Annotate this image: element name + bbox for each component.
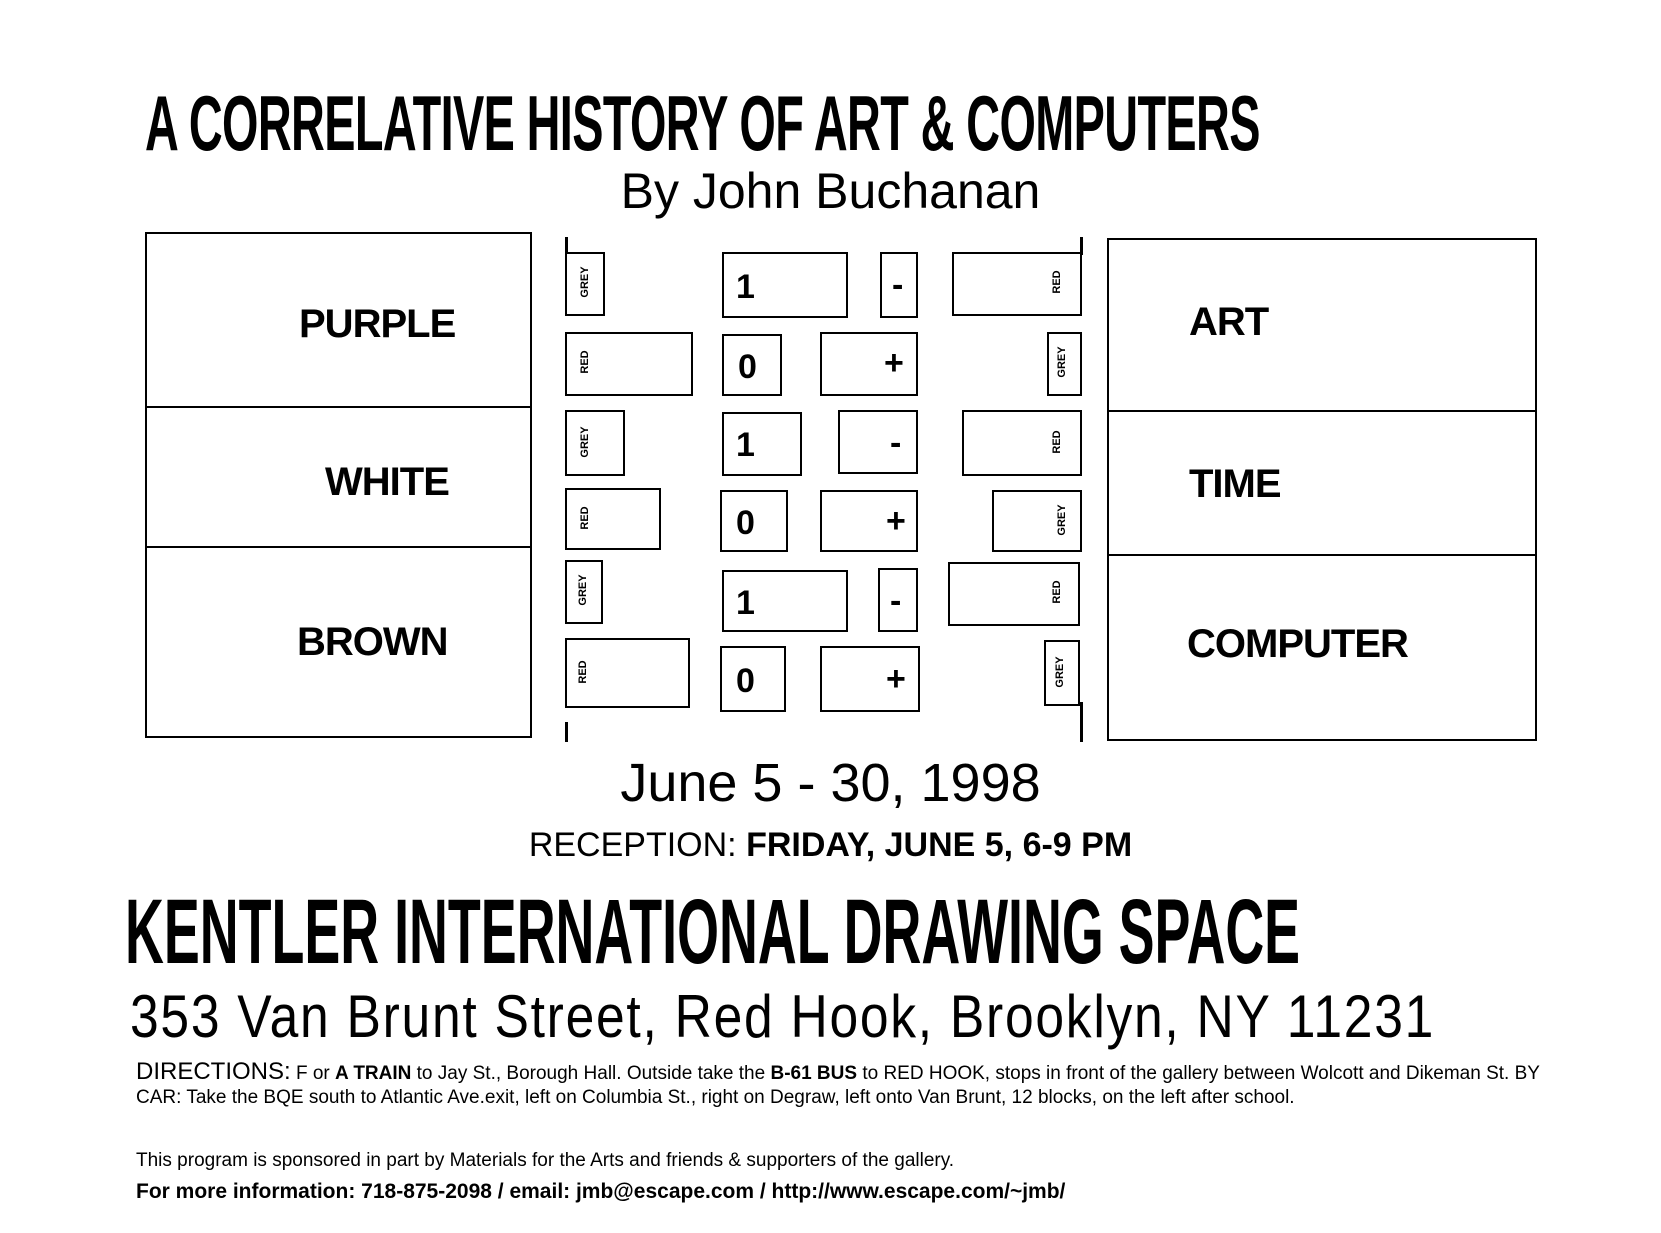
red-tag: RED xyxy=(1051,430,1063,454)
subject-cell-art xyxy=(1109,240,1535,410)
page-title: A CORRELATIVE HISTORY OF ART & COMPUTERS xyxy=(145,79,1260,167)
sign-box: + xyxy=(820,490,918,552)
red-tag: RED xyxy=(579,506,591,530)
subject-word: ART xyxy=(1189,300,1269,344)
contact-info: For more information: 718-875-2098 / email: jmb@escape.com / http://www.escape.com/~jmb/ xyxy=(136,1180,1066,1203)
red-tag: RED xyxy=(1051,580,1063,604)
subject-word: TIME xyxy=(1189,462,1281,506)
exhibition-dates: June 5 - 30, 1998 xyxy=(620,753,1041,813)
digit-box: 0 xyxy=(720,490,788,552)
sign-box: - xyxy=(878,568,918,632)
left-rail xyxy=(565,722,568,742)
color-word: WHITE xyxy=(325,460,449,504)
color-column xyxy=(145,232,532,738)
color-cell-white xyxy=(147,406,530,548)
grey-tab xyxy=(992,490,1082,552)
red-tag: RED xyxy=(579,350,591,374)
color-word: BROWN xyxy=(297,620,448,664)
red-tag: RED xyxy=(577,660,589,684)
digit-box: 0 xyxy=(720,646,786,712)
reception-label: RECEPTION: xyxy=(528,826,737,864)
grey-tab xyxy=(565,410,625,476)
grey-tag: GREY xyxy=(577,574,589,606)
grey-tag: GREY xyxy=(579,426,591,458)
digit-box: 1 xyxy=(722,570,848,632)
subject-word: COMPUTER xyxy=(1187,622,1408,666)
red-tag: RED xyxy=(1051,270,1063,294)
sign-box: + xyxy=(820,646,920,712)
subject-cell-computer xyxy=(1109,554,1535,741)
red-tab xyxy=(962,410,1082,476)
directions: DIRECTIONS: F or A TRAIN to Jay St., Borough Hall. Outside take the B-61 BUS to RED HOOK, stops in front of the gallery between Wolcott and Dikeman St. BY CAR: Take the BQE south to Atlantic Ave.exit, left on Columbia St., right on Degraw, left onto Van Brunt, 12 blocks, on the left after school. xyxy=(136,1058,1540,1108)
grey-tag: GREY xyxy=(579,266,591,298)
reception-line xyxy=(0,826,1661,865)
color-cell-purple xyxy=(147,234,530,406)
digit-box: 1 xyxy=(722,412,802,476)
digit-box: 1 xyxy=(722,252,848,318)
reception-time: FRIDAY, JUNE 5, 6-9 PM xyxy=(746,826,1133,864)
sign-box: - xyxy=(880,252,918,318)
subject-cell-time xyxy=(1109,410,1535,556)
toggle-diagram xyxy=(560,232,1080,742)
right-rail xyxy=(1080,702,1083,742)
grey-tag: GREY xyxy=(1056,346,1068,378)
grey-tag: GREY xyxy=(1056,504,1068,536)
sign-box: - xyxy=(838,410,918,474)
venue-address: 353 Van Brunt Street, Red Hook, Brooklyn, NY 11231 xyxy=(130,983,1436,1050)
sign-box: + xyxy=(820,332,918,396)
directions-label: DIRECTIONS: xyxy=(136,1058,291,1085)
subject-column xyxy=(1107,238,1537,741)
byline: By John Buchanan xyxy=(620,163,1041,219)
color-word: PURPLE xyxy=(299,302,456,346)
digit-box: 0 xyxy=(722,334,782,396)
sponsor-note: This program is sponsored in part by Materials for the Arts and friends & supporters of the gallery. xyxy=(136,1150,955,1171)
venue-name: KENTLER INTERNATIONAL DRAWING SPACE xyxy=(125,881,1301,983)
grey-tag: GREY xyxy=(1054,656,1066,688)
color-cell-brown xyxy=(147,546,530,738)
